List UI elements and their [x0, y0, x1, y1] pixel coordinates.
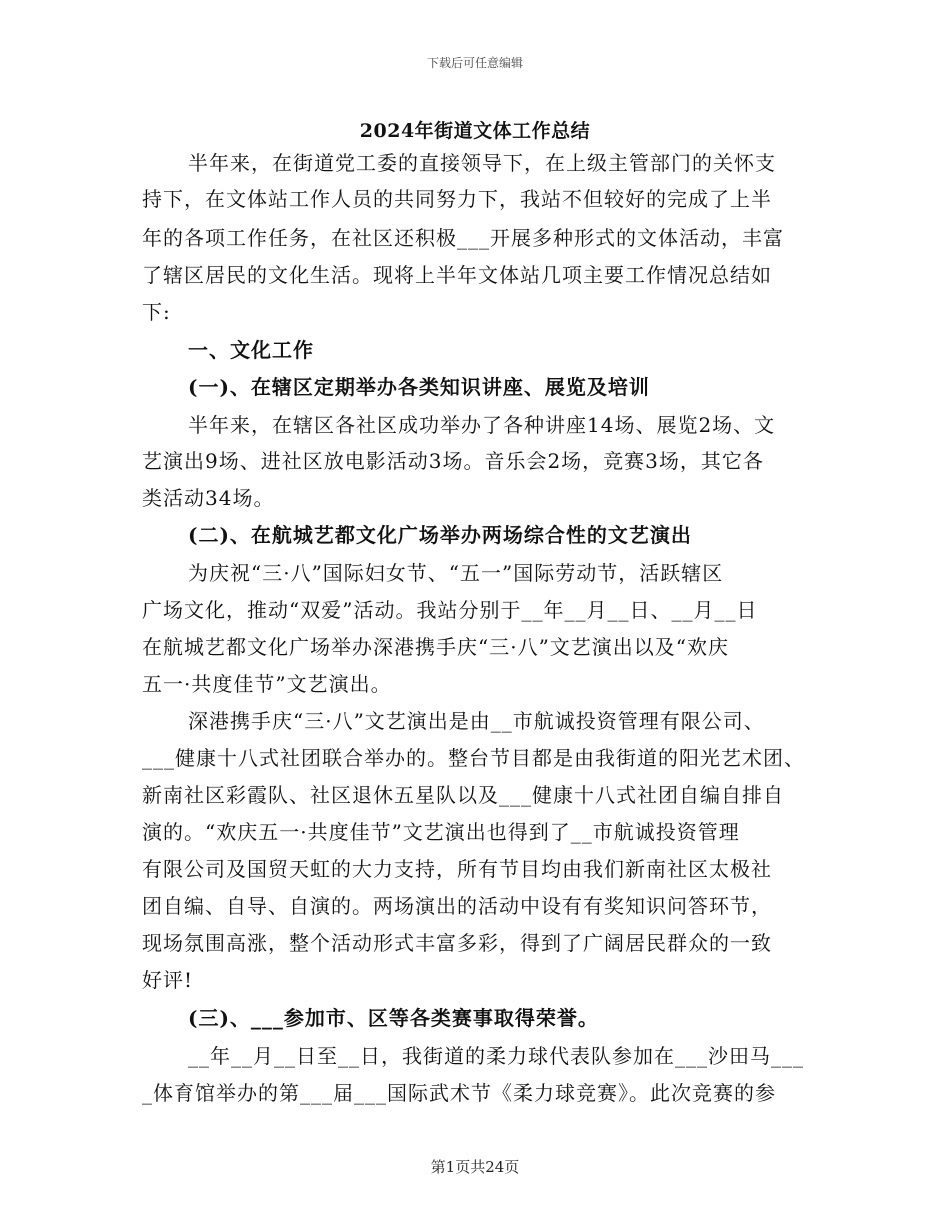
body-line: 半年来，在辖区各社区成功举办了各种讲座14场、展览2场、文 — [188, 413, 776, 437]
page-title: 2024年街道文体工作总结 — [359, 120, 591, 142]
body-line: 艺演出9场、进社区放电影活动3场。音乐会2场，竞赛3场，其它各 — [142, 449, 764, 473]
subsection-heading: (二)、在航城艺都文化广场举办两场综合性的文艺演出 — [188, 523, 692, 547]
body-line: 深港携手庆“三·八”文艺演出是由__市航诚投资管理有限公司、 — [188, 709, 765, 733]
body-line: 在航城艺都文化广场举办深港携手庆“三·八”文艺演出以及“欢庆 — [142, 635, 730, 659]
page-footer: 第1页共24页 — [430, 1158, 520, 1176]
body-line: 现场氛围高涨，整个活动形式丰富多彩，得到了广阔居民群众的一致 — [142, 931, 772, 955]
body-line: 新南社区彩霞队、社区退休五星队以及___健康十八式社团自编自排自 — [142, 783, 784, 807]
body-line: __年__月__日至__日，我街道的柔力球代表队参加在___沙田马___ — [188, 1044, 804, 1068]
body-line: 下: — [142, 300, 171, 324]
body-line: 广场文化，推动“双爱”活动。我站分别于__年__月__日、__月__日 — [142, 598, 758, 622]
header-note: 下载后可任意编辑 — [426, 56, 523, 70]
body-line: ___健康十八式社团联合举办的。整台节目都是由我街道的阳光艺术团、 — [142, 746, 805, 770]
body-line: 有限公司及国贸天虹的大力支持，所有节目均由我们新南社区太极社 — [142, 857, 772, 881]
body-line: 年的各项工作任务，在社区还积极___开展多种形式的文体活动，丰富 — [142, 226, 784, 250]
subsection-heading: (三)、___参加市、区等各类赛事取得荣誉。 — [188, 1006, 599, 1030]
body-line: 类活动34场。 — [142, 486, 275, 510]
body-line: _体育馆举办的第___届___国际武术节《柔力球竞赛》。此次竞赛的参 — [142, 1081, 776, 1105]
body-line: 为庆祝“三·八”国际妇女节、“五一”国际劳动节，活跃辖区 — [188, 561, 724, 585]
body-line: 半年来，在街道党工委的直接领导下，在上级主管部门的关怀支 — [188, 151, 776, 175]
body-line: 团自编、自导、自演的。两场演出的活动中设有有奖知识问答环节， — [142, 894, 772, 918]
body-line: 演的。“欢庆五一·共度佳节”文艺演出也得到了__市航诚投资管理 — [142, 820, 740, 844]
body-line: 持下，在文体站工作人员的共同努力下，我站不但较好的完成了上半 — [142, 187, 772, 211]
body-line: 好评! — [142, 968, 194, 992]
body-line: 了辖区居民的文化生活。现将上半年文体站几项主要工作情况总结如 — [142, 263, 772, 287]
subsection-heading: (一)、在辖区定期举办各类知识讲座、展览及培训 — [188, 375, 650, 399]
body-line: 五一·共度佳节”文艺演出。 — [142, 672, 392, 696]
section-heading: 一、文化工作 — [188, 338, 314, 362]
